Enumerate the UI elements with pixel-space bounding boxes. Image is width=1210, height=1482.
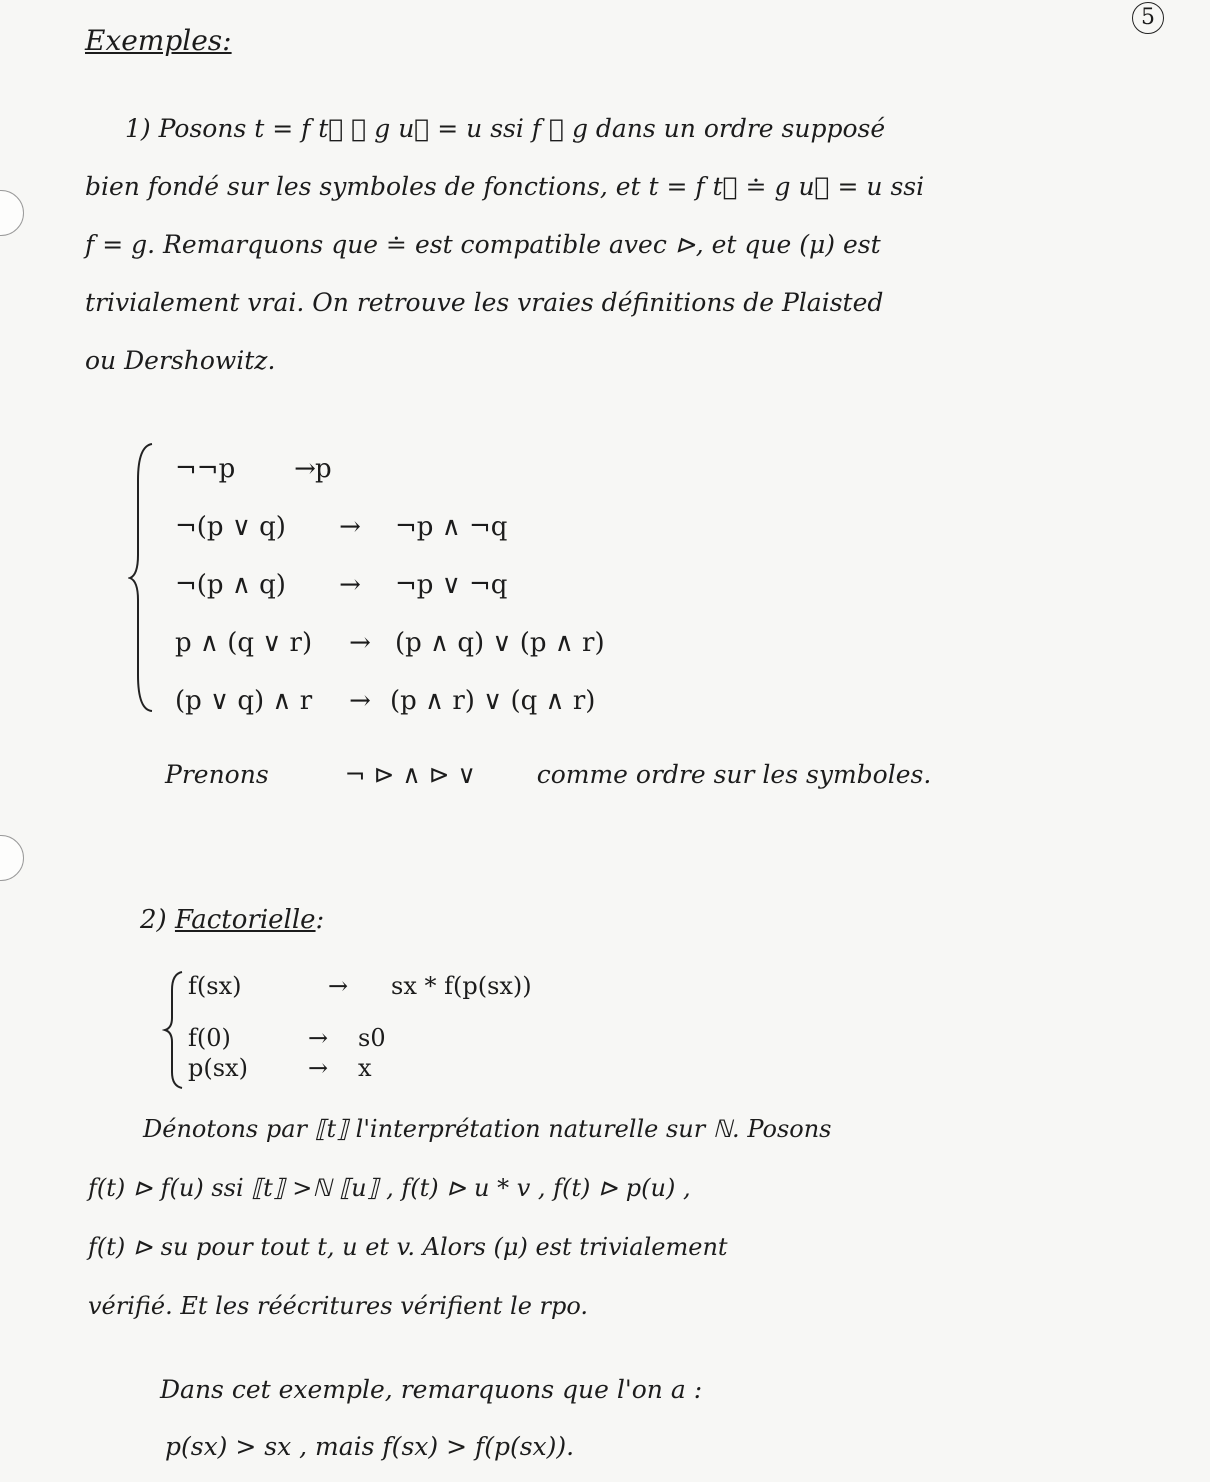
rule1-3	[175, 556, 605, 614]
rule-lhs: f(0)	[188, 1024, 231, 1052]
rule1-5	[175, 672, 605, 730]
remark-line: Dans cet exemple, remarquons que l'on a :	[160, 1375, 703, 1404]
example2-line-3: f(t) ⊳ su pour tout t, u et v. Alors (μ) est trivialement	[88, 1233, 728, 1261]
heading: Exemples:	[85, 24, 232, 57]
arrow-icon: →	[339, 512, 361, 542]
rule-rhs: p	[315, 454, 332, 484]
example1-line-1: 1) Posons t = f t⃗ ⊳ g u⃗ = u ssi f ⊳ g dans un ordre supposé	[125, 114, 886, 143]
arrow-icon: →	[327, 972, 349, 1000]
rule-rhs: s0	[358, 1024, 386, 1052]
arrow-icon: →	[349, 628, 371, 658]
rules1-brace	[128, 440, 158, 715]
rule-rhs: (p ∧ r) ∨ (q ∧ r)	[390, 686, 596, 716]
rule-lhs: p ∧ (q ∨ r)	[175, 628, 313, 658]
rule2-1	[188, 966, 532, 1006]
rule1-1	[175, 440, 605, 498]
example2-title-colon: :	[315, 905, 325, 935]
order-symbols: ¬ ⊳ ∧ ⊳ ∨	[344, 760, 476, 789]
arrow-icon: →	[307, 1024, 329, 1052]
arrow-icon: →	[294, 454, 316, 484]
page-number: 5	[1132, 2, 1164, 34]
remark-formula: p(sx) > sx , mais f(sx) > f(p(sx)).	[165, 1432, 575, 1461]
rule-rhs: ¬p ∨ ¬q	[395, 570, 508, 600]
rule-rhs: sx * f(p(sx))	[391, 972, 532, 1000]
arrow-icon: →	[307, 1054, 329, 1082]
rule1-4	[175, 614, 605, 672]
example1-line-5: ou Dershowitz.	[85, 346, 276, 375]
example2-number: 2)	[140, 905, 167, 935]
rule2-3	[188, 1048, 532, 1088]
example2-line-2: f(t) ⊳ f(u) ssi ⟦t⟧ >ℕ ⟦u⟧ , f(t) ⊳ u * v , f(t) ⊳ p(u) ,	[88, 1174, 691, 1202]
order-line	[165, 760, 931, 789]
example1-line-4: trivialement vrai. On retrouve les vraies définitions de Plaisted	[85, 288, 884, 317]
rule-lhs: ¬(p ∧ q)	[175, 570, 286, 600]
rule-lhs: p(sx)	[188, 1054, 248, 1082]
example2-paragraph	[88, 1100, 831, 1336]
rules2	[188, 966, 532, 1088]
arrow-icon: →	[339, 570, 361, 600]
rule-rhs: x	[358, 1054, 372, 1082]
example1-line-3: f = g. Remarquons que ≐ est compatible avec ⊳, et que (μ) est	[85, 230, 881, 259]
rule-lhs: f(sx)	[188, 972, 242, 1000]
rule-lhs: ¬(p ∨ q)	[175, 512, 286, 542]
order-suffix: comme ordre sur les symboles.	[536, 760, 932, 789]
order-label: Prenons	[165, 760, 269, 789]
rule-lhs: ¬¬p	[175, 454, 236, 484]
example2-title-line	[140, 905, 324, 935]
example2-title: Factorielle	[174, 905, 316, 935]
rules1	[175, 440, 605, 730]
example2-line-1: Dénotons par ⟦t⟧ l'interprétation naturelle sur ℕ. Posons	[143, 1115, 832, 1143]
example2-line-4: vérifié. Et les réécritures vérifient le rpo.	[88, 1292, 589, 1320]
example1-paragraph	[85, 100, 924, 390]
binder-hole-top	[0, 190, 24, 236]
binder-hole-bottom	[0, 835, 24, 881]
arrow-icon: →	[349, 686, 371, 716]
rules2-brace	[162, 968, 188, 1092]
rule-rhs: (p ∧ q) ∨ (p ∧ r)	[395, 628, 605, 658]
example1-line-2: bien fondé sur les symboles de fonctions, et t = f t⃗ ≐ g u⃗ = u ssi	[85, 172, 925, 201]
rule-rhs: ¬p ∧ ¬q	[395, 512, 508, 542]
rule-lhs: (p ∨ q) ∧ r	[175, 686, 313, 716]
rule1-2	[175, 498, 605, 556]
